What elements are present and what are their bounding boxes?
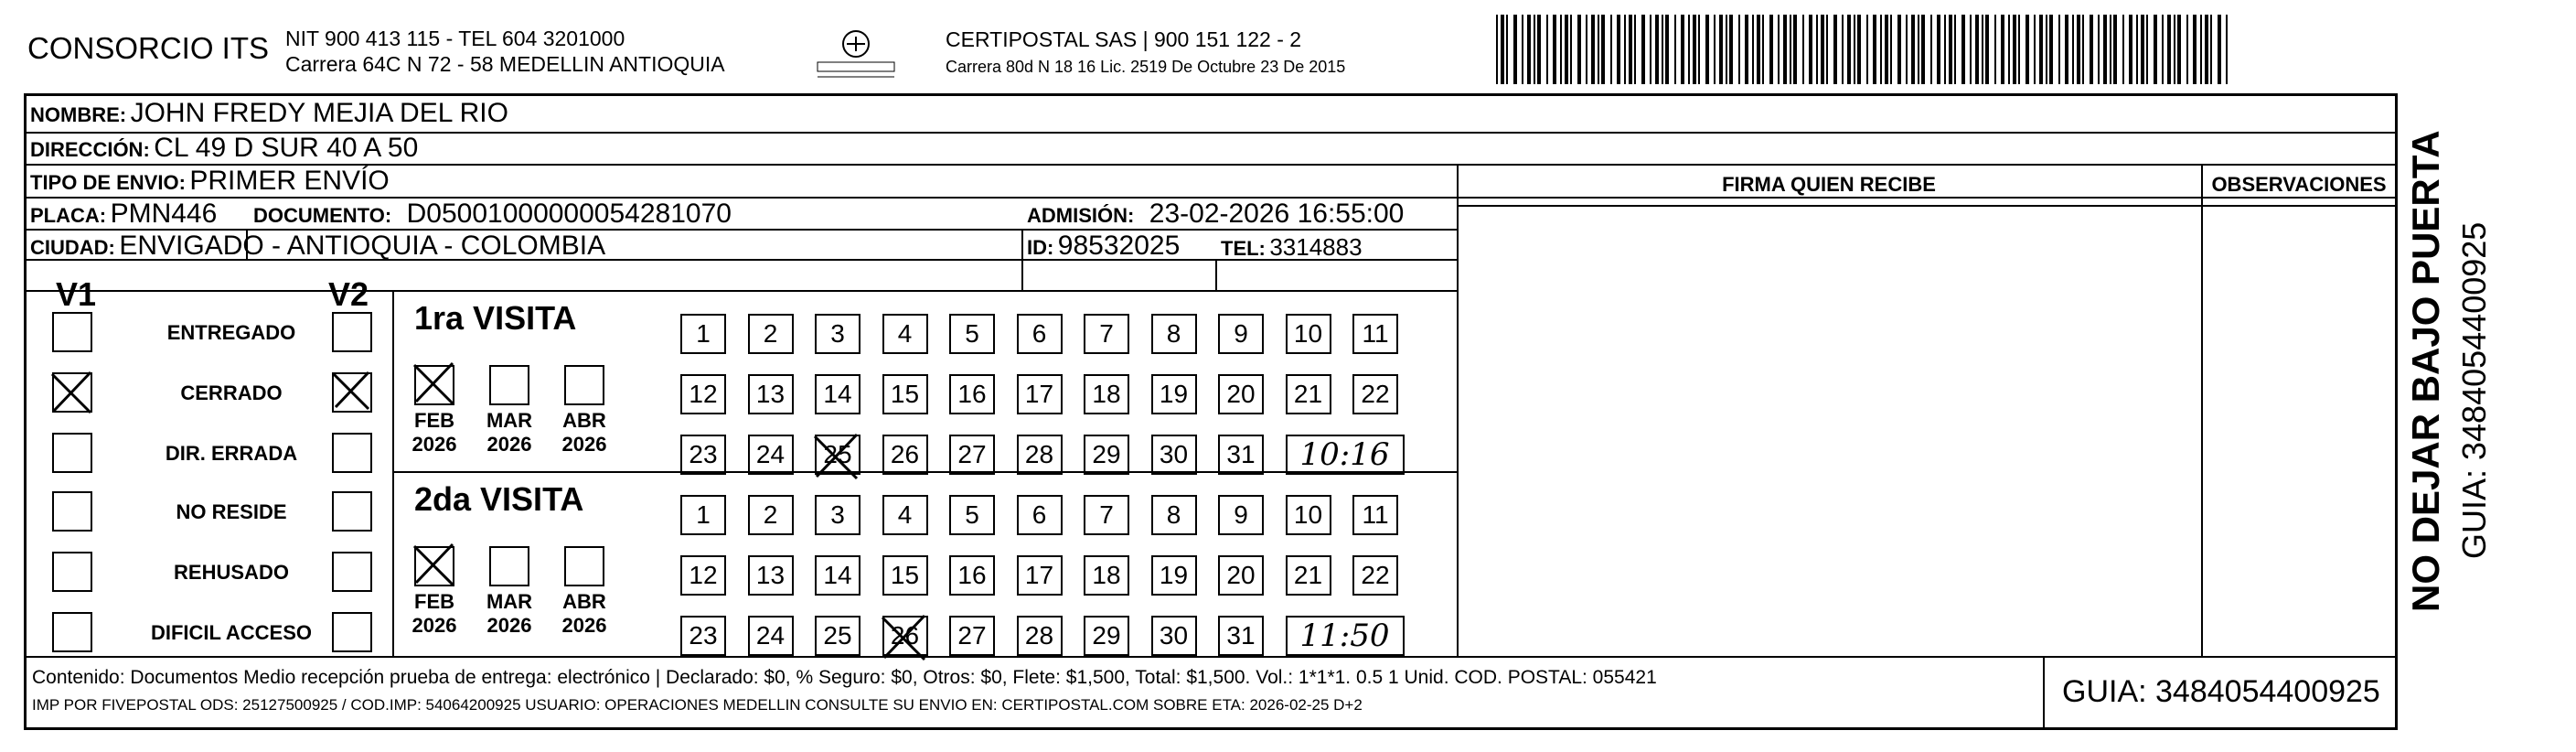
- day-checkbox[interactable]: 2: [748, 495, 794, 535]
- day-checkbox[interactable]: 16: [949, 374, 995, 414]
- barcode-bar: [1560, 15, 1562, 84]
- barcode-bar: [2226, 15, 2228, 84]
- day-checkbox[interactable]: 11: [1352, 495, 1398, 535]
- month-checkbox[interactable]: [414, 365, 454, 405]
- month-name: MAR: [486, 409, 533, 432]
- barcode-bar: [1752, 15, 1754, 84]
- barcode-bar: [1591, 15, 1595, 84]
- barcode-bar: [2077, 15, 2080, 84]
- nombre-row: [30, 98, 508, 129]
- v2-checkbox[interactable]: [332, 372, 372, 413]
- documento-label: DOCUMENTO:: [253, 204, 392, 227]
- firma-header: FIRMA QUIEN RECIBE: [1722, 173, 1936, 196]
- side-warning: NO DEJAR BAJO PUERTA: [2404, 130, 2447, 612]
- barcode-bar: [1911, 15, 1915, 84]
- month-label: [407, 590, 462, 638]
- day-checkbox[interactable]: 11: [1352, 314, 1398, 354]
- month-checkbox[interactable]: [414, 546, 454, 586]
- barcode-bar: [2129, 15, 2132, 84]
- day-checkbox[interactable]: 1: [680, 495, 726, 535]
- barcode-bar: [2174, 15, 2175, 84]
- certipostal-logo: [810, 27, 902, 81]
- barcode-bar: [2200, 15, 2202, 84]
- barcode-bar: [1826, 15, 1828, 84]
- nombre-label: NOMBRE:: [30, 103, 127, 126]
- company-name: CONSORCIO ITS: [27, 31, 270, 65]
- day-checkbox[interactable]: 14: [815, 374, 860, 414]
- barcode-bar: [1975, 15, 1979, 84]
- barcode-bar: [2205, 15, 2208, 84]
- barcode-bar: [1880, 15, 1882, 84]
- barcode-bar: [1693, 15, 1696, 84]
- day-checkbox[interactable]: 5: [949, 314, 995, 354]
- day-checkbox[interactable]: 28: [1017, 435, 1063, 475]
- day-checkbox[interactable]: 21: [1286, 374, 1331, 414]
- day-checkbox[interactable]: 10: [1286, 495, 1331, 535]
- company-info: [285, 26, 725, 77]
- id-label: ID:: [1027, 236, 1054, 259]
- barcode-bar: [1857, 15, 1861, 84]
- barcode-bar: [2018, 15, 2020, 84]
- barcode-bar: [2098, 15, 2100, 84]
- day-checkbox[interactable]: 2: [748, 314, 794, 354]
- barcode-bar: [1842, 15, 1844, 84]
- month-label: [482, 590, 537, 638]
- day-checkbox[interactable]: 13: [748, 374, 794, 414]
- barcode-bar: [1522, 15, 1523, 84]
- day-checkbox[interactable]: 29: [1084, 616, 1129, 656]
- day-checkbox[interactable]: 17: [1017, 374, 1063, 414]
- status-label: CERRADO: [180, 381, 283, 404]
- barcode-bar: [1641, 15, 1645, 84]
- day-checkbox[interactable]: 8: [1151, 314, 1197, 354]
- cp-line1: CERTIPOSTAL SAS | 900 151 122 - 2: [946, 27, 1302, 51]
- barcode-bar: [2186, 15, 2188, 84]
- tipo-value: PRIMER ENVÍO: [189, 166, 390, 196]
- status-label: DIFICIL ACCESO: [150, 621, 312, 644]
- barcode-bar: [1821, 15, 1824, 84]
- barcode-bar: [2177, 15, 2181, 84]
- barcode-bar: [1897, 15, 1901, 84]
- barcode-bar: [2001, 15, 2004, 84]
- tipo-row: [30, 166, 390, 197]
- barcode-bar: [1802, 15, 1804, 84]
- day-checkbox[interactable]: 18: [1084, 555, 1129, 596]
- handwritten-time: 10:16: [1286, 435, 1405, 475]
- barcode-bar: [1705, 15, 1709, 84]
- barcode-bar: [2193, 15, 2197, 84]
- tel-row: [1221, 233, 1363, 262]
- barcode-bar: [1769, 15, 1773, 84]
- id-value: 98532025: [1057, 231, 1181, 261]
- nombre-value: JOHN FREDY MEJIA DEL RIO: [130, 98, 508, 128]
- v1-checkbox[interactable]: [52, 491, 92, 532]
- day-checkbox[interactable]: 12: [680, 555, 726, 596]
- barcode-bar: [2162, 15, 2164, 84]
- direccion-label: DIRECCIÓN:: [30, 138, 150, 161]
- barcode-bar: [1546, 15, 1548, 84]
- barcode-bar: [2034, 15, 2036, 84]
- month-name: FEB: [414, 590, 454, 613]
- month-label: [557, 590, 612, 638]
- barcode-bar: [2146, 15, 2148, 84]
- barcode-bar: [1961, 15, 1965, 84]
- direccion-row: [30, 133, 418, 164]
- barcode-bar: [2167, 15, 2171, 84]
- id-row: [1027, 231, 1180, 262]
- barcode-bar: [1970, 15, 1972, 84]
- barcode-bar: [2110, 15, 2111, 84]
- month-year: 2026: [486, 614, 532, 637]
- documento-row: [253, 199, 732, 230]
- v1-checkbox[interactable]: [52, 552, 92, 592]
- placa-value: PMN446: [110, 199, 218, 229]
- barcode-bar: [1738, 15, 1740, 84]
- barcode-bar: [1783, 15, 1787, 84]
- day-checkbox[interactable]: 9: [1218, 495, 1264, 535]
- barcode-bar: [1729, 15, 1733, 84]
- observaciones-header: OBSERVACIONES: [2211, 173, 2387, 196]
- day-checkbox[interactable]: 7: [1084, 495, 1129, 535]
- barcode-bar: [1513, 15, 1517, 84]
- barcode-bar: [1745, 15, 1748, 84]
- barcode-bar: [1674, 15, 1676, 84]
- side-guia: GUIA: 3484054400925: [2455, 221, 2493, 559]
- barcode-bar: [1598, 15, 1599, 84]
- handwritten-time: 11:50: [1286, 616, 1405, 656]
- barcode-bar: [1527, 15, 1531, 84]
- tipo-label: TIPO DE ENVIO:: [30, 171, 186, 194]
- month-year: 2026: [412, 433, 457, 456]
- day-checkbox[interactable]: 23: [680, 616, 726, 656]
- barcode-bar: [2141, 15, 2144, 84]
- admision-value: 23-02-2026 16:55:00: [1149, 199, 1405, 229]
- barcode-bar: [1681, 15, 1684, 84]
- v1-checkbox[interactable]: [52, 372, 92, 413]
- barcode-bar: [1921, 15, 1925, 84]
- status-label: ENTREGADO: [166, 321, 296, 344]
- barcode-bar: [1650, 15, 1651, 84]
- day-checkbox[interactable]: 6: [1017, 314, 1063, 354]
- tel-value: 3314883: [1269, 233, 1363, 261]
- month-checkbox[interactable]: [489, 546, 529, 586]
- month-label: [557, 409, 612, 457]
- barcode-bar: [1496, 15, 1498, 84]
- day-checkbox[interactable]: 10: [1286, 314, 1331, 354]
- day-checkbox[interactable]: 16: [949, 555, 995, 596]
- barcode-bar: [1762, 15, 1764, 84]
- month-checkbox[interactable]: [489, 365, 529, 405]
- day-checkbox[interactable]: 3: [815, 314, 860, 354]
- month-year: 2026: [486, 433, 532, 456]
- admision-row: [1027, 199, 1404, 230]
- barcode-bar: [1790, 15, 1791, 84]
- v2-checkbox[interactable]: [332, 552, 372, 592]
- barcode-bar: [2008, 15, 2010, 84]
- admision-label: ADMISIÓN:: [1027, 204, 1135, 227]
- barcode-bar: [2210, 15, 2212, 84]
- day-checkbox[interactable]: 17: [1017, 555, 1063, 596]
- barcode-bar: [1847, 15, 1851, 84]
- barcode-bar: [1890, 15, 1892, 84]
- barcode-bar: [1944, 15, 1946, 84]
- barcode-bar: [1719, 15, 1723, 84]
- barcode-bar: [1534, 15, 1535, 84]
- day-checkbox[interactable]: 4: [882, 314, 928, 354]
- footer-guia: GUIA: 3484054400925: [2062, 674, 2380, 709]
- day-checkbox[interactable]: 26: [882, 616, 928, 656]
- barcode-bar: [1816, 15, 1818, 84]
- barcode-bar: [2049, 15, 2053, 84]
- day-checkbox[interactable]: 28: [1017, 616, 1063, 656]
- barcode-bar: [1617, 15, 1620, 84]
- barcode-bar: [1949, 15, 1952, 84]
- barcode-bar: [2046, 15, 2047, 84]
- day-checkbox[interactable]: 30: [1151, 616, 1197, 656]
- barcode-bar: [1501, 15, 1504, 84]
- day-checkbox[interactable]: 22: [1352, 374, 1398, 414]
- visit-title: 1ra VISITA: [414, 299, 577, 337]
- month-label: [407, 409, 462, 457]
- barcode-bar: [1906, 15, 1908, 84]
- day-checkbox[interactable]: 25: [815, 435, 860, 475]
- barcode-bar: [1994, 15, 1996, 84]
- day-checkbox[interactable]: 8: [1151, 495, 1197, 535]
- status-label: DIR. ERRADA: [165, 442, 298, 465]
- day-checkbox[interactable]: 12: [680, 374, 726, 414]
- month-year: 2026: [561, 433, 607, 456]
- day-checkbox[interactable]: 23: [680, 435, 726, 475]
- documento-value: D05001000000054281070: [406, 199, 732, 229]
- barcode-bar: [1629, 15, 1632, 84]
- day-checkbox[interactable]: 20: [1218, 374, 1264, 414]
- barcode-bar: [1778, 15, 1780, 84]
- month-label: [482, 409, 537, 457]
- v2-header: V2: [328, 275, 369, 313]
- barcode-bar: [1918, 15, 1919, 84]
- day-checkbox[interactable]: 24: [748, 616, 794, 656]
- barcode-bar: [1833, 15, 1837, 84]
- day-checkbox[interactable]: 13: [748, 555, 794, 596]
- day-checkbox[interactable]: 29: [1084, 435, 1129, 475]
- status-label: NO RESIDE: [176, 500, 287, 523]
- barcode-bar: [2082, 15, 2084, 84]
- day-checkbox[interactable]: 19: [1151, 555, 1197, 596]
- v2-checkbox[interactable]: [332, 612, 372, 652]
- barcode-bar: [2013, 15, 2016, 84]
- barcode-bar: [1665, 15, 1669, 84]
- visit-title: 2da VISITA: [414, 480, 584, 518]
- barcode-bar: [2090, 15, 2093, 84]
- month-year: 2026: [561, 614, 607, 637]
- barcode-bar: [1854, 15, 1855, 84]
- day-checkbox[interactable]: 15: [882, 374, 928, 414]
- month-name: FEB: [414, 409, 454, 432]
- day-checkbox[interactable]: 24: [748, 435, 794, 475]
- barcode-bar: [2218, 15, 2221, 84]
- status-label: REHUSADO: [174, 561, 289, 584]
- placa-row: [30, 199, 217, 230]
- day-checkbox[interactable]: 19: [1151, 374, 1197, 414]
- day-checkbox[interactable]: 30: [1151, 435, 1197, 475]
- barcode-bar: [1698, 15, 1700, 84]
- barcode-bar: [2154, 15, 2157, 84]
- ciudad-value: ENVIGADO - ANTIOQUIA - COLOMBIA: [119, 231, 606, 261]
- day-checkbox[interactable]: 7: [1084, 314, 1129, 354]
- day-checkbox[interactable]: 3: [815, 495, 860, 535]
- barcode-bar: [1954, 15, 1956, 84]
- v1-header: V1: [56, 275, 97, 313]
- day-checkbox[interactable]: 31: [1218, 616, 1264, 656]
- tel-label: TEL:: [1221, 237, 1266, 260]
- barcode-bar: [1624, 15, 1626, 84]
- address-line: Carrera 64C N 72 - 58 MEDELLIN ANTIOQUIA: [285, 52, 725, 76]
- barcode-bar: [1688, 15, 1690, 84]
- day-checkbox[interactable]: 27: [949, 435, 995, 475]
- v1-checkbox[interactable]: [52, 612, 92, 652]
- barcode-bar: [2065, 15, 2068, 84]
- v2-checkbox[interactable]: [332, 433, 372, 473]
- day-checkbox[interactable]: 1: [680, 314, 726, 354]
- barcode-bar: [1553, 15, 1556, 84]
- day-checkbox[interactable]: 4: [882, 495, 928, 535]
- barcode-bar: [1809, 15, 1812, 84]
- barcode-bar: [1726, 15, 1727, 84]
- footer-contenido: Contenido: Documentos Medio recepción prueba de entrega: electrónico | Declarado: $0, % Seguro: $0, Otros: $0, Flete: $1,500, Total: $1,500. Vol.: 1*1*1. 0.5 1 Unid. COD. POSTAL: 055421: [32, 667, 1657, 688]
- barcode-bar: [1982, 15, 1983, 84]
- month-year: 2026: [412, 614, 457, 637]
- delivery-form: [24, 93, 2493, 730]
- cp-line2: Carrera 80d N 18 16 Lic. 2519 De Octubre 23 De 2015: [946, 58, 1346, 76]
- barcode-bar: [1586, 15, 1587, 84]
- barcode-bar: [1610, 15, 1612, 84]
- barcode-bar: [1634, 15, 1636, 84]
- ciudad-label: CIUDAD:: [30, 236, 115, 259]
- barcode-bar: [1565, 15, 1568, 84]
- month-name: ABR: [562, 409, 606, 432]
- barcode-bar: [2136, 15, 2138, 84]
- day-checkbox[interactable]: 27: [949, 616, 995, 656]
- day-checkbox[interactable]: 15: [882, 555, 928, 596]
- barcode-bar: [1985, 15, 1989, 84]
- day-checkbox[interactable]: 20: [1218, 555, 1264, 596]
- v1-checkbox[interactable]: [52, 433, 92, 473]
- day-checkbox[interactable]: 9: [1218, 314, 1264, 354]
- barcode-bar: [1714, 15, 1716, 84]
- day-checkbox[interactable]: 6: [1017, 495, 1063, 535]
- placa-label: PLACA:: [30, 204, 107, 227]
- barcode-bar: [1655, 15, 1659, 84]
- month-checkbox[interactable]: [564, 546, 604, 586]
- barcode-bar: [2103, 15, 2107, 84]
- day-checkbox[interactable]: 21: [1286, 555, 1331, 596]
- barcode-bar: [1930, 15, 1932, 84]
- ciudad-row: [30, 231, 605, 262]
- month-name: MAR: [486, 590, 533, 613]
- barcode-bar: [1885, 15, 1888, 84]
- v2-checkbox[interactable]: [332, 312, 372, 352]
- barcode-bar: [1577, 15, 1581, 84]
- day-checkbox[interactable]: 25: [815, 616, 860, 656]
- barcode-bar: [1537, 15, 1541, 84]
- v1-checkbox[interactable]: [52, 312, 92, 352]
- barcode-bar: [2026, 15, 2029, 84]
- day-checkbox[interactable]: 26: [882, 435, 928, 475]
- day-checkbox[interactable]: 18: [1084, 374, 1129, 414]
- day-checkbox[interactable]: 31: [1218, 435, 1264, 475]
- barcode-bar: [2113, 15, 2117, 84]
- direccion-value: CL 49 D SUR 40 A 50: [154, 133, 419, 163]
- barcode-bar: [1662, 15, 1663, 84]
- barcode-bar: [2058, 15, 2060, 84]
- barcode-bar: [1793, 15, 1797, 84]
- barcode-bar: [1570, 15, 1572, 84]
- barcode: [1496, 15, 2228, 84]
- nit-line: NIT 900 413 115 - TEL 604 3201000: [285, 27, 625, 50]
- barcode-bar: [1601, 15, 1605, 84]
- barcode-bar: [1866, 15, 1868, 84]
- barcode-bar: [2072, 15, 2074, 84]
- month-name: ABR: [562, 590, 606, 613]
- month-checkbox[interactable]: [564, 365, 604, 405]
- certipostal-info: [946, 26, 1345, 81]
- v2-checkbox[interactable]: [332, 491, 372, 532]
- barcode-bar: [1873, 15, 1876, 84]
- day-checkbox[interactable]: 14: [815, 555, 860, 596]
- footer-impresion: IMP POR FIVEPOSTAL ODS: 25127500925 / COD.IMP: 54064200925 USUARIO: OPERACIONES MEDELLIN CONSULTE SU ENVIO EN: CERTIPOSTAL.COM SOBRE ETA: 2026-02-25 D+2: [32, 696, 1363, 714]
- barcode-bar: [2039, 15, 2043, 84]
- barcode-bar: [1757, 15, 1760, 84]
- day-checkbox[interactable]: 5: [949, 495, 995, 535]
- barcode-bar: [2122, 15, 2124, 84]
- barcode-bar: [1937, 15, 1940, 84]
- day-checkbox[interactable]: 22: [1352, 555, 1398, 596]
- barcode-bar: [1506, 15, 1508, 84]
